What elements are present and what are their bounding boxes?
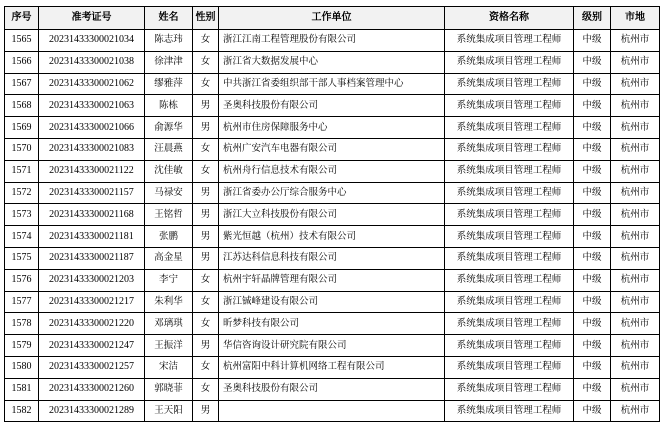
cell-level: 中级 [574, 30, 611, 52]
table-row [5, 117, 660, 139]
cell-name: 徐津津 [145, 51, 193, 73]
cell-work-unit: 圣奥科技股份有限公司 [219, 95, 445, 117]
cell-gender: 女 [193, 269, 219, 291]
cell-level: 中级 [574, 138, 611, 160]
cell-qualification: 系统集成项目管理工程师 [445, 313, 574, 335]
cell-name: 俞源华 [145, 117, 193, 139]
cell-gender: 男 [193, 335, 219, 357]
cell-city: 杭州市 [611, 400, 660, 422]
table-row [5, 30, 660, 52]
cell-work-unit: 杭州富阳中科计算机网络工程有限公司 [219, 356, 445, 378]
cell-ticket-number: 20231433300021217 [39, 291, 145, 313]
cell-qualification: 系统集成项目管理工程师 [445, 95, 574, 117]
table-row [5, 356, 660, 378]
cell-gender: 男 [193, 247, 219, 269]
cell-qualification: 系统集成项目管理工程师 [445, 378, 574, 400]
cell-city: 杭州市 [611, 138, 660, 160]
cell-city: 杭州市 [611, 226, 660, 248]
cell-city: 杭州市 [611, 182, 660, 204]
table-row [5, 400, 660, 422]
cell-level: 中级 [574, 73, 611, 95]
table-row [5, 313, 660, 335]
table-row [5, 269, 660, 291]
cell-ticket-number: 20231433300021257 [39, 356, 145, 378]
cell-name: 王天阳 [145, 400, 193, 422]
cell-work-unit: 浙江省委办公厅综合服务中心 [219, 182, 445, 204]
table-row [5, 182, 660, 204]
cell-work-unit: 杭州市住房保障服务中心 [219, 117, 445, 139]
header-city: 市地 [611, 7, 660, 30]
cell-level: 中级 [574, 335, 611, 357]
cell-name: 王铭哲 [145, 204, 193, 226]
cell-name: 马禄安 [145, 182, 193, 204]
table-row [5, 95, 660, 117]
cell-level: 中级 [574, 182, 611, 204]
cell-seq: 1581 [5, 378, 39, 400]
cell-gender: 男 [193, 117, 219, 139]
cell-city: 杭州市 [611, 30, 660, 52]
cell-ticket-number: 20231433300021063 [39, 95, 145, 117]
cell-work-unit: 杭州舟行信息技术有限公司 [219, 160, 445, 182]
cell-ticket-number: 20231433300021122 [39, 160, 145, 182]
cell-seq: 1566 [5, 51, 39, 73]
table-row [5, 51, 660, 73]
cell-city: 杭州市 [611, 291, 660, 313]
cell-work-unit: 紫光恒越（杭州）技术有限公司 [219, 226, 445, 248]
table-row [5, 160, 660, 182]
cell-qualification: 系统集成项目管理工程师 [445, 51, 574, 73]
cell-name: 邓璃琪 [145, 313, 193, 335]
results-table [4, 6, 660, 422]
cell-work-unit: 华信咨询设计研究院有限公司 [219, 335, 445, 357]
cell-city: 杭州市 [611, 335, 660, 357]
cell-seq: 1573 [5, 204, 39, 226]
cell-work-unit: 浙江江南工程管理股份有限公司 [219, 30, 445, 52]
header-row [5, 7, 660, 30]
cell-gender: 女 [193, 356, 219, 378]
cell-ticket-number: 20231433300021247 [39, 335, 145, 357]
cell-qualification: 系统集成项目管理工程师 [445, 226, 574, 248]
cell-ticket-number: 20231433300021038 [39, 51, 145, 73]
cell-qualification: 系统集成项目管理工程师 [445, 73, 574, 95]
table-row [5, 378, 660, 400]
cell-seq: 1572 [5, 182, 39, 204]
table-row [5, 335, 660, 357]
cell-gender: 男 [193, 204, 219, 226]
cell-work-unit: 浙江大立科技股份有限公司 [219, 204, 445, 226]
cell-level: 中级 [574, 269, 611, 291]
cell-city: 杭州市 [611, 51, 660, 73]
cell-seq: 1565 [5, 30, 39, 52]
cell-seq: 1574 [5, 226, 39, 248]
cell-seq: 1579 [5, 335, 39, 357]
cell-qualification: 系统集成项目管理工程师 [445, 160, 574, 182]
table-row [5, 291, 660, 313]
cell-seq: 1577 [5, 291, 39, 313]
cell-ticket-number: 20231433300021260 [39, 378, 145, 400]
cell-ticket-number: 20231433300021034 [39, 30, 145, 52]
cell-gender: 男 [193, 400, 219, 422]
cell-ticket-number: 20231433300021181 [39, 226, 145, 248]
cell-seq: 1568 [5, 95, 39, 117]
cell-seq: 1576 [5, 269, 39, 291]
cell-level: 中级 [574, 51, 611, 73]
table-row [5, 247, 660, 269]
cell-seq: 1570 [5, 138, 39, 160]
cell-name: 汪晨燕 [145, 138, 193, 160]
cell-qualification: 系统集成项目管理工程师 [445, 400, 574, 422]
cell-qualification: 系统集成项目管理工程师 [445, 182, 574, 204]
cell-work-unit: 杭州宇轩晶牌管理有限公司 [219, 269, 445, 291]
cell-gender: 女 [193, 73, 219, 95]
cell-name: 陈栋 [145, 95, 193, 117]
cell-qualification: 系统集成项目管理工程师 [445, 269, 574, 291]
cell-city: 杭州市 [611, 356, 660, 378]
cell-name: 李宁 [145, 269, 193, 291]
cell-gender: 女 [193, 313, 219, 335]
cell-name: 高金星 [145, 247, 193, 269]
cell-qualification: 系统集成项目管理工程师 [445, 117, 574, 139]
cell-name: 张鹏 [145, 226, 193, 248]
cell-city: 杭州市 [611, 313, 660, 335]
cell-city: 杭州市 [611, 269, 660, 291]
cell-ticket-number: 20231433300021289 [39, 400, 145, 422]
table-row [5, 138, 660, 160]
cell-city: 杭州市 [611, 247, 660, 269]
cell-name: 宋洁 [145, 356, 193, 378]
cell-city: 杭州市 [611, 160, 660, 182]
cell-gender: 男 [193, 226, 219, 248]
cell-ticket-number: 20231433300021062 [39, 73, 145, 95]
cell-gender: 男 [193, 182, 219, 204]
cell-level: 中级 [574, 226, 611, 248]
cell-gender: 女 [193, 291, 219, 313]
cell-level: 中级 [574, 291, 611, 313]
cell-gender: 女 [193, 51, 219, 73]
cell-name: 郭晓菲 [145, 378, 193, 400]
header-seq: 序号 [5, 7, 39, 30]
cell-name: 陈志玮 [145, 30, 193, 52]
cell-level: 中级 [574, 95, 611, 117]
cell-work-unit: 圣奥科技股份有限公司 [219, 378, 445, 400]
cell-seq: 1567 [5, 73, 39, 95]
cell-city: 杭州市 [611, 117, 660, 139]
cell-gender: 女 [193, 160, 219, 182]
cell-gender: 女 [193, 138, 219, 160]
cell-level: 中级 [574, 313, 611, 335]
cell-city: 杭州市 [611, 73, 660, 95]
cell-seq: 1580 [5, 356, 39, 378]
cell-ticket-number: 20231433300021220 [39, 313, 145, 335]
cell-qualification: 系统集成项目管理工程师 [445, 30, 574, 52]
cell-seq: 1569 [5, 117, 39, 139]
cell-ticket-number: 20231433300021168 [39, 204, 145, 226]
cell-work-unit: 江苏达科信息科技有限公司 [219, 247, 445, 269]
cell-ticket-number: 20231433300021187 [39, 247, 145, 269]
cell-level: 中级 [574, 400, 611, 422]
cell-seq: 1571 [5, 160, 39, 182]
cell-level: 中级 [574, 160, 611, 182]
cell-seq: 1575 [5, 247, 39, 269]
table-body [5, 30, 660, 422]
cell-name: 朱利华 [145, 291, 193, 313]
cell-work-unit: 浙江铖峰建设有限公司 [219, 291, 445, 313]
header-gender: 性别 [193, 7, 219, 30]
cell-ticket-number: 20231433300021083 [39, 138, 145, 160]
cell-qualification: 系统集成项目管理工程师 [445, 247, 574, 269]
cell-ticket-number: 20231433300021157 [39, 182, 145, 204]
cell-level: 中级 [574, 117, 611, 139]
cell-name: 缪雅萍 [145, 73, 193, 95]
cell-level: 中级 [574, 378, 611, 400]
cell-work-unit: 杭州广安汽车电器有限公司 [219, 138, 445, 160]
header-work-unit: 工作单位 [219, 7, 445, 30]
cell-gender: 男 [193, 95, 219, 117]
cell-seq: 1582 [5, 400, 39, 422]
cell-city: 杭州市 [611, 204, 660, 226]
cell-level: 中级 [574, 204, 611, 226]
cell-work-unit: 中共浙江省委组织部干部人事档案管理中心 [219, 73, 445, 95]
table-row [5, 226, 660, 248]
header-ticket-number: 准考证号 [39, 7, 145, 30]
cell-qualification: 系统集成项目管理工程师 [445, 291, 574, 313]
cell-qualification: 系统集成项目管理工程师 [445, 356, 574, 378]
cell-name: 王振洋 [145, 335, 193, 357]
cell-city: 杭州市 [611, 378, 660, 400]
cell-name: 沈佳敏 [145, 160, 193, 182]
table-row [5, 73, 660, 95]
table-row [5, 204, 660, 226]
cell-work-unit [219, 400, 445, 422]
cell-qualification: 系统集成项目管理工程师 [445, 204, 574, 226]
header-level: 级别 [574, 7, 611, 30]
cell-qualification: 系统集成项目管理工程师 [445, 335, 574, 357]
cell-work-unit: 昕梦科技有限公司 [219, 313, 445, 335]
cell-level: 中级 [574, 356, 611, 378]
cell-qualification: 系统集成项目管理工程师 [445, 138, 574, 160]
header-name: 姓名 [145, 7, 193, 30]
cell-seq: 1578 [5, 313, 39, 335]
cell-ticket-number: 20231433300021203 [39, 269, 145, 291]
cell-gender: 女 [193, 30, 219, 52]
cell-work-unit: 浙江省大数据发展中心 [219, 51, 445, 73]
header-qualification: 资格名称 [445, 7, 574, 30]
cell-ticket-number: 20231433300021066 [39, 117, 145, 139]
cell-city: 杭州市 [611, 95, 660, 117]
cell-level: 中级 [574, 247, 611, 269]
cell-gender: 女 [193, 378, 219, 400]
